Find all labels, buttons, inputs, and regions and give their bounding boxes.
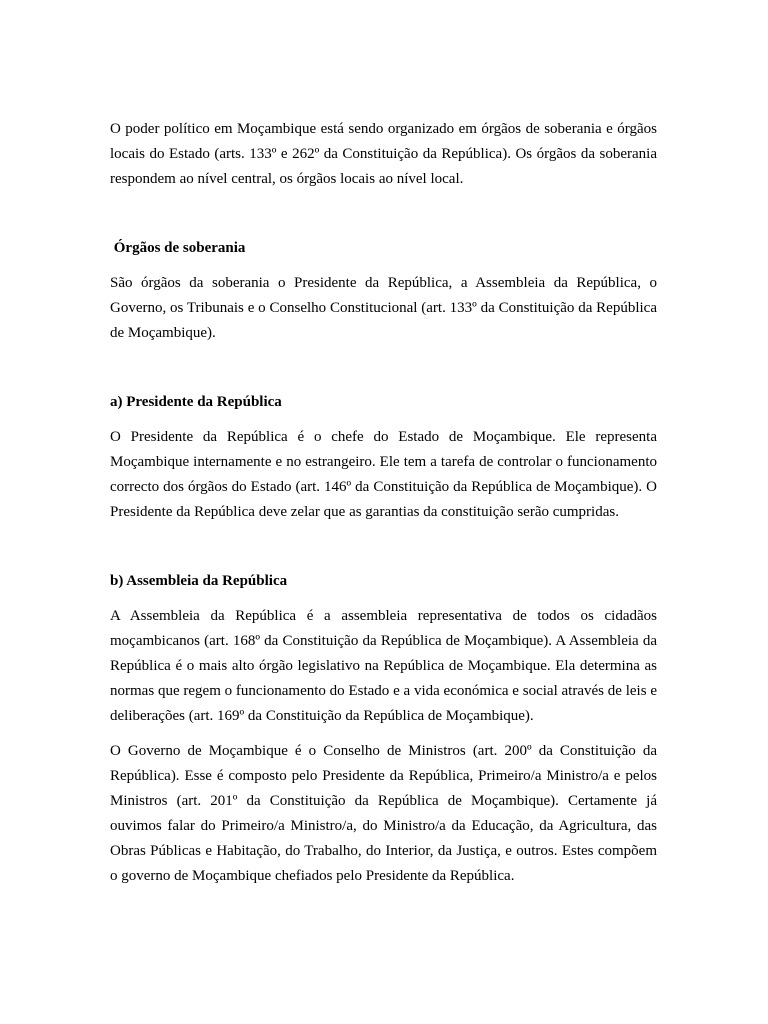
heading-presidente: a) Presidente da República [110, 394, 282, 410]
document-page [110, 117, 657, 889]
intro-paragraph: O poder político em Moçambique está sendo organizado em órgãos de soberania e órgãos locais do Estado (arts. 133º e 262º da Constituição da República). Os órgãos da soberania respondem ao nível central, os órgãos locais ao nível local. [110, 121, 657, 187]
spacer [110, 729, 657, 739]
spacer [110, 525, 657, 569]
presidente-paragraph: O Presidente da República é o chefe do Estado de Moçambique. Ele representa Moçambique internamente e no estrangeiro. Ele tem a tarefa de controlar o funcionamento correcto dos órgãos do Estado (art. 146º da Constituição da República de Moçambique). O Presidente da República deve zelar que as garantias da constituição serão cumpridas. [110, 429, 657, 520]
spacer [110, 346, 657, 390]
assembleia-paragraph: A Assembleia da República é a assembleia representativa de todos os cidadãos moçambicanos (art. 168º da Constituição da República de Moçambique). A Assembleia da República é o mais alto órgão legislativo na República de Moçambique. Ela determina as normas que regem o funcionamento do Estado e a vida económica e social através de leis e deliberações (art. 169º da Constituição da República de Moçambique). [110, 608, 657, 724]
soberania-paragraph: São órgãos da soberania o Presidente da República, a Assembleia da República, o Governo, os Tribunais e o Conselho Constitucional (art. 133º da Constituição da República de Moçambique). [110, 275, 657, 341]
spacer [110, 192, 657, 236]
heading-orgaos-soberania: Órgãos de soberania [110, 240, 246, 256]
spacer [110, 261, 657, 271]
spacer [110, 594, 657, 604]
heading-assembleia: b) Assembleia da República [110, 573, 288, 589]
spacer [110, 415, 657, 425]
governo-paragraph: O Governo de Moçambique é o Conselho de Ministros (art. 200º da Constituição da República). Esse é composto pelo Presidente da República, Primeiro/a Ministro/a e pelos Ministros (art. 201º da Constituição da República de Moçambique). Certamente já ouvimos falar do Primeiro/a Ministro/a, do Ministro/a da Educação, da Agricultura, das Obras Públicas e Habitação, do Trabalho, do Interior, da Justiça, e outros. Estes compõem o governo de Moçambique chefiados pelo Presidente da República. [110, 743, 657, 884]
